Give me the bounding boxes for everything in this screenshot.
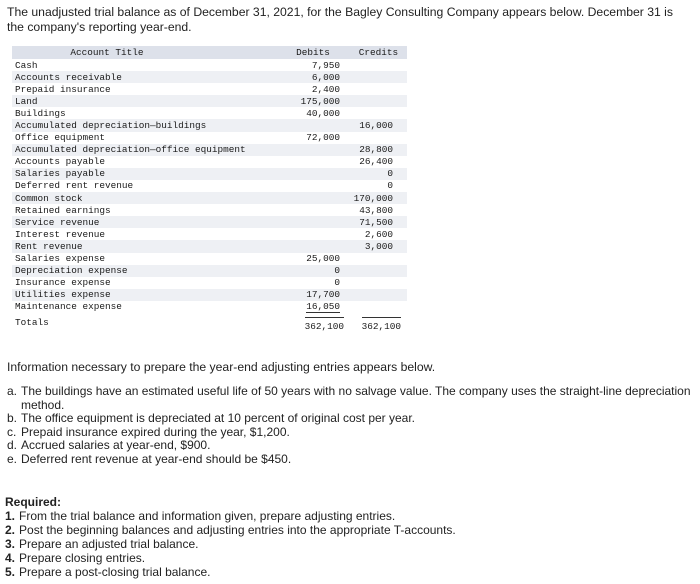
account-name: Buildings xyxy=(15,107,66,119)
credit-amount: 170,000 xyxy=(353,192,393,204)
table-row xyxy=(12,156,407,168)
table-row xyxy=(12,192,407,204)
credit-amount: 43,800 xyxy=(359,204,393,216)
required-steps xyxy=(5,509,456,579)
credit-amount: 0 xyxy=(387,168,393,180)
adjustment-text: Prepaid insurance expired during the year, $1,200. xyxy=(21,424,290,439)
step-number: 2. xyxy=(5,523,16,537)
required-title: Required: xyxy=(5,495,62,509)
table-row xyxy=(12,204,407,216)
debit-amount: 16,050 xyxy=(306,300,340,312)
step-number: 5. xyxy=(5,565,16,579)
step-text: Prepare an adjusted trial balance. xyxy=(19,537,199,551)
table-row xyxy=(12,265,407,277)
totals-label: Totals xyxy=(15,316,49,328)
required-step xyxy=(5,523,456,537)
step-number: 4. xyxy=(5,551,16,565)
step-text: Post the beginning balances and adjusting entries into the appropriate T-accounts. xyxy=(19,523,456,537)
table-row xyxy=(12,277,407,289)
table-row xyxy=(12,71,407,83)
required-step xyxy=(5,551,456,565)
table-row xyxy=(12,83,407,95)
step-text: Prepare closing entries. xyxy=(19,551,146,565)
debit-amount: 6,000 xyxy=(311,71,340,83)
adjustment-item xyxy=(7,439,695,453)
table-row xyxy=(12,228,407,240)
table-row xyxy=(12,168,407,180)
account-name: Land xyxy=(15,95,38,107)
adjustment-label: c. xyxy=(7,424,17,439)
total-credits: 362,100 xyxy=(362,317,401,332)
account-name: Accumulated depreciation—office equipment xyxy=(15,144,246,156)
debit-amount: 0 xyxy=(334,265,340,277)
debits-header: Debits xyxy=(296,47,330,58)
adjustment-label: a. xyxy=(7,384,18,398)
table-row xyxy=(12,180,407,192)
adjustment-item xyxy=(7,412,695,426)
adjustment-label: d. xyxy=(7,438,18,452)
step-number: 3. xyxy=(5,537,16,551)
step-text: Prepare a post-closing trial balance. xyxy=(19,565,211,579)
adjustment-text: Accrued salaries at year-end, $900. xyxy=(21,438,211,452)
account-name: Service revenue xyxy=(15,216,100,228)
account-name: Utilities expense xyxy=(15,289,111,301)
table-row xyxy=(12,253,407,265)
credit-amount: 28,800 xyxy=(359,144,393,156)
credit-amount: 26,400 xyxy=(359,156,393,168)
step-number: 1. xyxy=(5,509,16,523)
credit-amount: 3,000 xyxy=(364,240,393,252)
table-row xyxy=(12,289,407,301)
table-row xyxy=(12,216,407,228)
required-section xyxy=(5,495,456,579)
account-name: Interest revenue xyxy=(15,228,106,240)
credit-amount: 16,000 xyxy=(359,120,393,132)
account-name: Accounts payable xyxy=(15,156,106,168)
credit-amount: 2,600 xyxy=(364,228,393,240)
account-name: Prepaid insurance xyxy=(15,83,111,95)
debit-amount: 25,000 xyxy=(306,253,340,265)
table-row xyxy=(12,144,407,156)
required-step xyxy=(5,565,456,579)
table-row xyxy=(12,119,407,131)
step-text: From the trial balance and information given, prepare adjusting entries. xyxy=(19,509,396,523)
table-row xyxy=(12,107,407,119)
debit-amount: 72,000 xyxy=(306,132,340,144)
totals-row xyxy=(12,317,407,333)
total-debits: 362,100 xyxy=(305,317,344,332)
account-name: Cash xyxy=(15,59,38,71)
account-name: Rent revenue xyxy=(15,240,83,252)
adjustment-text: Deferred rent revenue at year-end should be $450. xyxy=(21,451,292,466)
table-row xyxy=(12,240,407,252)
adjustment-item xyxy=(7,426,695,440)
adjustment-label: e. xyxy=(7,451,18,466)
debit-amount: 40,000 xyxy=(306,107,340,119)
adjustment-item xyxy=(7,385,695,412)
intro-paragraph: The unadjusted trial balance as of December 31, 2021, for the Bagley Consulting Company appears below. December 31 is the company's reporting year-end. xyxy=(7,5,673,34)
table-body xyxy=(12,59,407,313)
debit-amount: 0 xyxy=(334,277,340,289)
trial-balance-table xyxy=(12,46,407,333)
debit-amount: 175,000 xyxy=(300,95,340,107)
account-name: Salaries payable xyxy=(15,168,106,180)
account-name: Accounts receivable xyxy=(15,71,122,83)
account-name: Maintenance expense xyxy=(15,301,122,313)
required-step xyxy=(5,537,456,551)
account-name: Common stock xyxy=(15,192,83,204)
required-step xyxy=(5,509,456,523)
account-name: Salaries expense xyxy=(15,253,106,265)
info-heading: Information necessary to prepare the year-end adjusting entries appears below. xyxy=(7,360,436,374)
adjustments-list xyxy=(7,385,695,466)
debit-amount: 7,950 xyxy=(311,59,340,71)
table-row xyxy=(12,59,407,71)
adjustment-text: The office equipment is depreciated at 10 percent of original cost per year. xyxy=(21,411,416,425)
account-name: Office equipment xyxy=(15,132,106,144)
table-row xyxy=(12,95,407,107)
adjustment-text: The buildings have an estimated useful life of 50 years with no salvage value. The company uses the straight-line depreciation method. xyxy=(21,384,691,412)
credits-header: Credits xyxy=(358,47,399,58)
account-title-header: Account Title xyxy=(70,47,144,58)
table-header-row xyxy=(12,46,407,59)
credit-amount: 0 xyxy=(387,180,393,192)
table-row xyxy=(12,301,407,313)
debit-amount: 17,700 xyxy=(306,289,340,301)
credit-amount: 71,500 xyxy=(359,216,393,228)
adjustment-label: b. xyxy=(7,411,18,425)
adjustment-item xyxy=(7,453,695,467)
account-name: Retained earnings xyxy=(15,204,111,216)
table-row xyxy=(12,132,407,144)
account-name: Depreciation expense xyxy=(15,265,128,277)
account-name: Deferred rent revenue xyxy=(15,180,134,192)
debit-amount: 2,400 xyxy=(311,83,340,95)
account-name: Accumulated depreciation—buildings xyxy=(15,120,207,132)
account-name: Insurance expense xyxy=(15,277,111,289)
